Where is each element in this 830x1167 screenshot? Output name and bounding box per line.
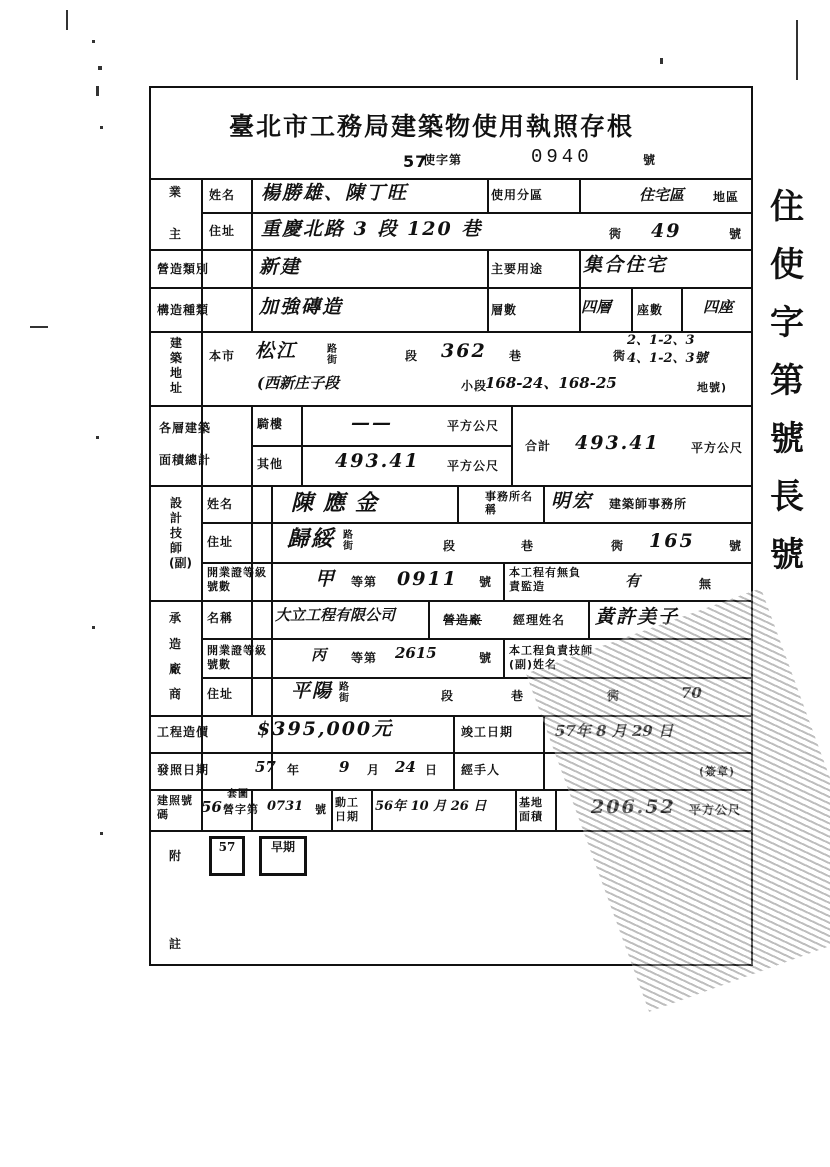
owner-name: 楊勝雄、陳丁旺 [261, 182, 409, 204]
contractor-cert-mid: 等第 [351, 651, 378, 665]
other-value: 493.41 [335, 450, 420, 472]
license-number: 0940 [531, 146, 593, 168]
site-label: 建築地址 [169, 336, 182, 395]
arcade-unit: 平方公尺 [447, 419, 500, 433]
contractor-section-label: 段 [441, 689, 455, 703]
issue-month: 9 [339, 758, 350, 776]
side-margin-text: 住 使 字 第 號 長 號 [770, 187, 804, 575]
contractor-cert-no: 2615 [395, 644, 437, 662]
license-prefix: 57 [403, 152, 428, 171]
issue-year-label: 年 [287, 763, 301, 777]
total-label: 合計 [525, 439, 552, 453]
completion-label: 竣工日期 [461, 725, 514, 739]
designer-label: 設計技師(副) [169, 496, 192, 570]
site-road-label: 路街 [327, 344, 338, 366]
site-numbers-1: 2、1-2、3 [627, 333, 695, 348]
contractor-lane-label: 巷 [511, 689, 525, 703]
issue-year: 57 [255, 758, 276, 776]
remarks-label-2: 註 [169, 937, 183, 951]
contractor-cert-grade: 丙 [311, 646, 327, 664]
category-value: 新建 [259, 256, 302, 278]
arcade-label: 騎樓 [257, 417, 284, 431]
permit-prefix: 營字第 [223, 803, 259, 816]
contractor-label-2: 造 [169, 637, 183, 651]
site-lane-label: 巷 [509, 349, 523, 363]
other-label: 其他 [257, 457, 284, 471]
total-unit: 平方公尺 [691, 441, 744, 455]
license-label: 使字第 [423, 153, 463, 167]
office-label: 事務所名稱 [485, 490, 533, 516]
zone-label: 使用分區 [491, 188, 544, 202]
designer-section-label: 段 [443, 539, 457, 553]
stamp-1: 57 [209, 836, 245, 876]
permit-number: 0731 [267, 799, 304, 814]
contractor-cert-label: 開業證等級號數 [207, 644, 267, 671]
designer-address-no-label: 號 [729, 539, 743, 553]
permit-year: 56 [201, 798, 222, 816]
contractor-cert-suffix: 號 [479, 651, 493, 665]
issue-label: 發照日期 [157, 763, 210, 777]
designer-address-no: 165 [649, 530, 695, 552]
license-suffix: 號 [643, 153, 657, 167]
total-value: 493.41 [575, 432, 660, 454]
designer-alley-label: 衖 [611, 539, 625, 553]
designer-name-label: 姓名 [207, 497, 234, 511]
responsible-label: 本工程有無負責監造 [509, 566, 581, 593]
site-lane: 362 [441, 340, 487, 362]
designer-address: 歸綏 [287, 526, 336, 552]
handler-label: 經手人 [461, 763, 501, 777]
owner-address-no-label: 號 [729, 227, 743, 241]
owner-address: 重慶北路 3 段 120 巷 [261, 218, 483, 240]
contractor-label-4: 商 [169, 687, 183, 701]
count-label: 座數 [637, 303, 664, 317]
arcade-value: —— [351, 412, 393, 434]
designer-address-label: 住址 [207, 535, 234, 549]
structure-label: 構造種類 [157, 303, 210, 317]
area-label-2: 面積總計 [159, 453, 212, 467]
designer-cert-label: 開業證等級號數 [207, 566, 267, 593]
designer-cert-grade: 甲 [315, 568, 337, 590]
issue-day-label: 日 [425, 763, 439, 777]
designer-name: 陳應金 [291, 490, 388, 516]
permit-note: 套圖 [227, 789, 249, 800]
responsible-value: 有 [625, 572, 641, 590]
owner-label-2: 主 [169, 227, 183, 241]
permit-suffix: 號 [315, 803, 327, 816]
completion-value: 57年 8 月 29 日 [555, 722, 674, 740]
designer-road-label: 路街 [343, 530, 354, 552]
other-unit: 平方公尺 [447, 459, 500, 473]
use-label: 主要用途 [491, 262, 544, 276]
contractor-name-suffix: 營造廠 [443, 613, 483, 627]
start-value: 56年 10 月 26 日 [375, 799, 487, 814]
stamp-2: 早期 [259, 836, 307, 876]
contractor-label-3: 廠 [169, 662, 183, 676]
issue-day: 24 [395, 758, 416, 776]
designer-cert-no: 0911 [397, 568, 458, 590]
floors-value: 四層 [581, 298, 612, 316]
contractor-address: 平陽 [291, 680, 334, 702]
contractor-address-no: 70 [681, 684, 702, 702]
start-label: 動工日期 [335, 796, 359, 823]
contractor-alley-label: 衖 [607, 689, 621, 703]
site-city: 本市 [209, 349, 236, 363]
office-suffix: 建築師事務所 [609, 497, 688, 511]
permit-label: 建照號碼 [157, 794, 193, 821]
floors-label: 層數 [491, 303, 518, 317]
site-district: (西新庄子段 [257, 374, 340, 392]
count-value: 四座 [703, 298, 734, 316]
owner-label-1: 業 [169, 185, 183, 199]
form-title: 臺北市工務局建築物使用執照存根 [229, 112, 635, 141]
issue-month-label: 月 [367, 763, 381, 777]
zone-suffix: 地區 [713, 190, 740, 204]
base-value: 206.52 [591, 796, 676, 818]
remarks-label-1: 附 [169, 849, 183, 863]
cost-label: 工程造價 [157, 725, 210, 739]
category-label: 營造類別 [157, 262, 210, 276]
designer-cert-suffix: 號 [479, 575, 493, 589]
base-unit: 平方公尺 [689, 803, 742, 817]
owner-address-label: 住址 [209, 224, 236, 238]
manager-name: 黃許美子 [595, 606, 680, 628]
site-numbers-2: 4、1-2、3號 [627, 351, 708, 366]
cost-value: $395,000元 [257, 718, 394, 740]
owner-address-no: 49 [651, 220, 682, 242]
tech-label: 本工程負責技師(副)姓名 [509, 644, 593, 671]
office-value: 明宏 [551, 490, 594, 512]
responsible-suffix: 無 [699, 577, 713, 591]
manager-label: 經理姓名 [513, 613, 566, 627]
structure-value: 加強磚造 [259, 296, 344, 318]
contractor-name-label: 名稱 [207, 611, 234, 625]
owner-alley-label: 衖 [609, 227, 623, 241]
site-alley-label: 衖 [613, 349, 627, 363]
use-value: 集合住宅 [583, 254, 668, 276]
zone-value: 住宅區 [639, 186, 685, 204]
owner-name-label: 姓名 [209, 188, 236, 202]
site-road: 松江 [255, 340, 298, 362]
contractor-road-label: 路街 [339, 682, 350, 704]
seal-label: (簽章) [699, 765, 736, 778]
contractor-label-1: 承 [169, 611, 183, 625]
area-label-1: 各層建築 [159, 421, 212, 435]
designer-lane-label: 巷 [521, 539, 535, 553]
base-label: 基地面積 [519, 796, 543, 823]
designer-cert-mid: 等第 [351, 575, 378, 589]
contractor-name: 大立工程有限公司 [275, 606, 396, 624]
site-subsection-label: 小段 [461, 379, 488, 393]
site-parcels: 168-24、168-25 [485, 374, 617, 392]
site-section-label: 段 [405, 349, 419, 363]
site-parcels-suffix: 地號) [697, 381, 728, 394]
contractor-address-label: 住址 [207, 687, 234, 701]
